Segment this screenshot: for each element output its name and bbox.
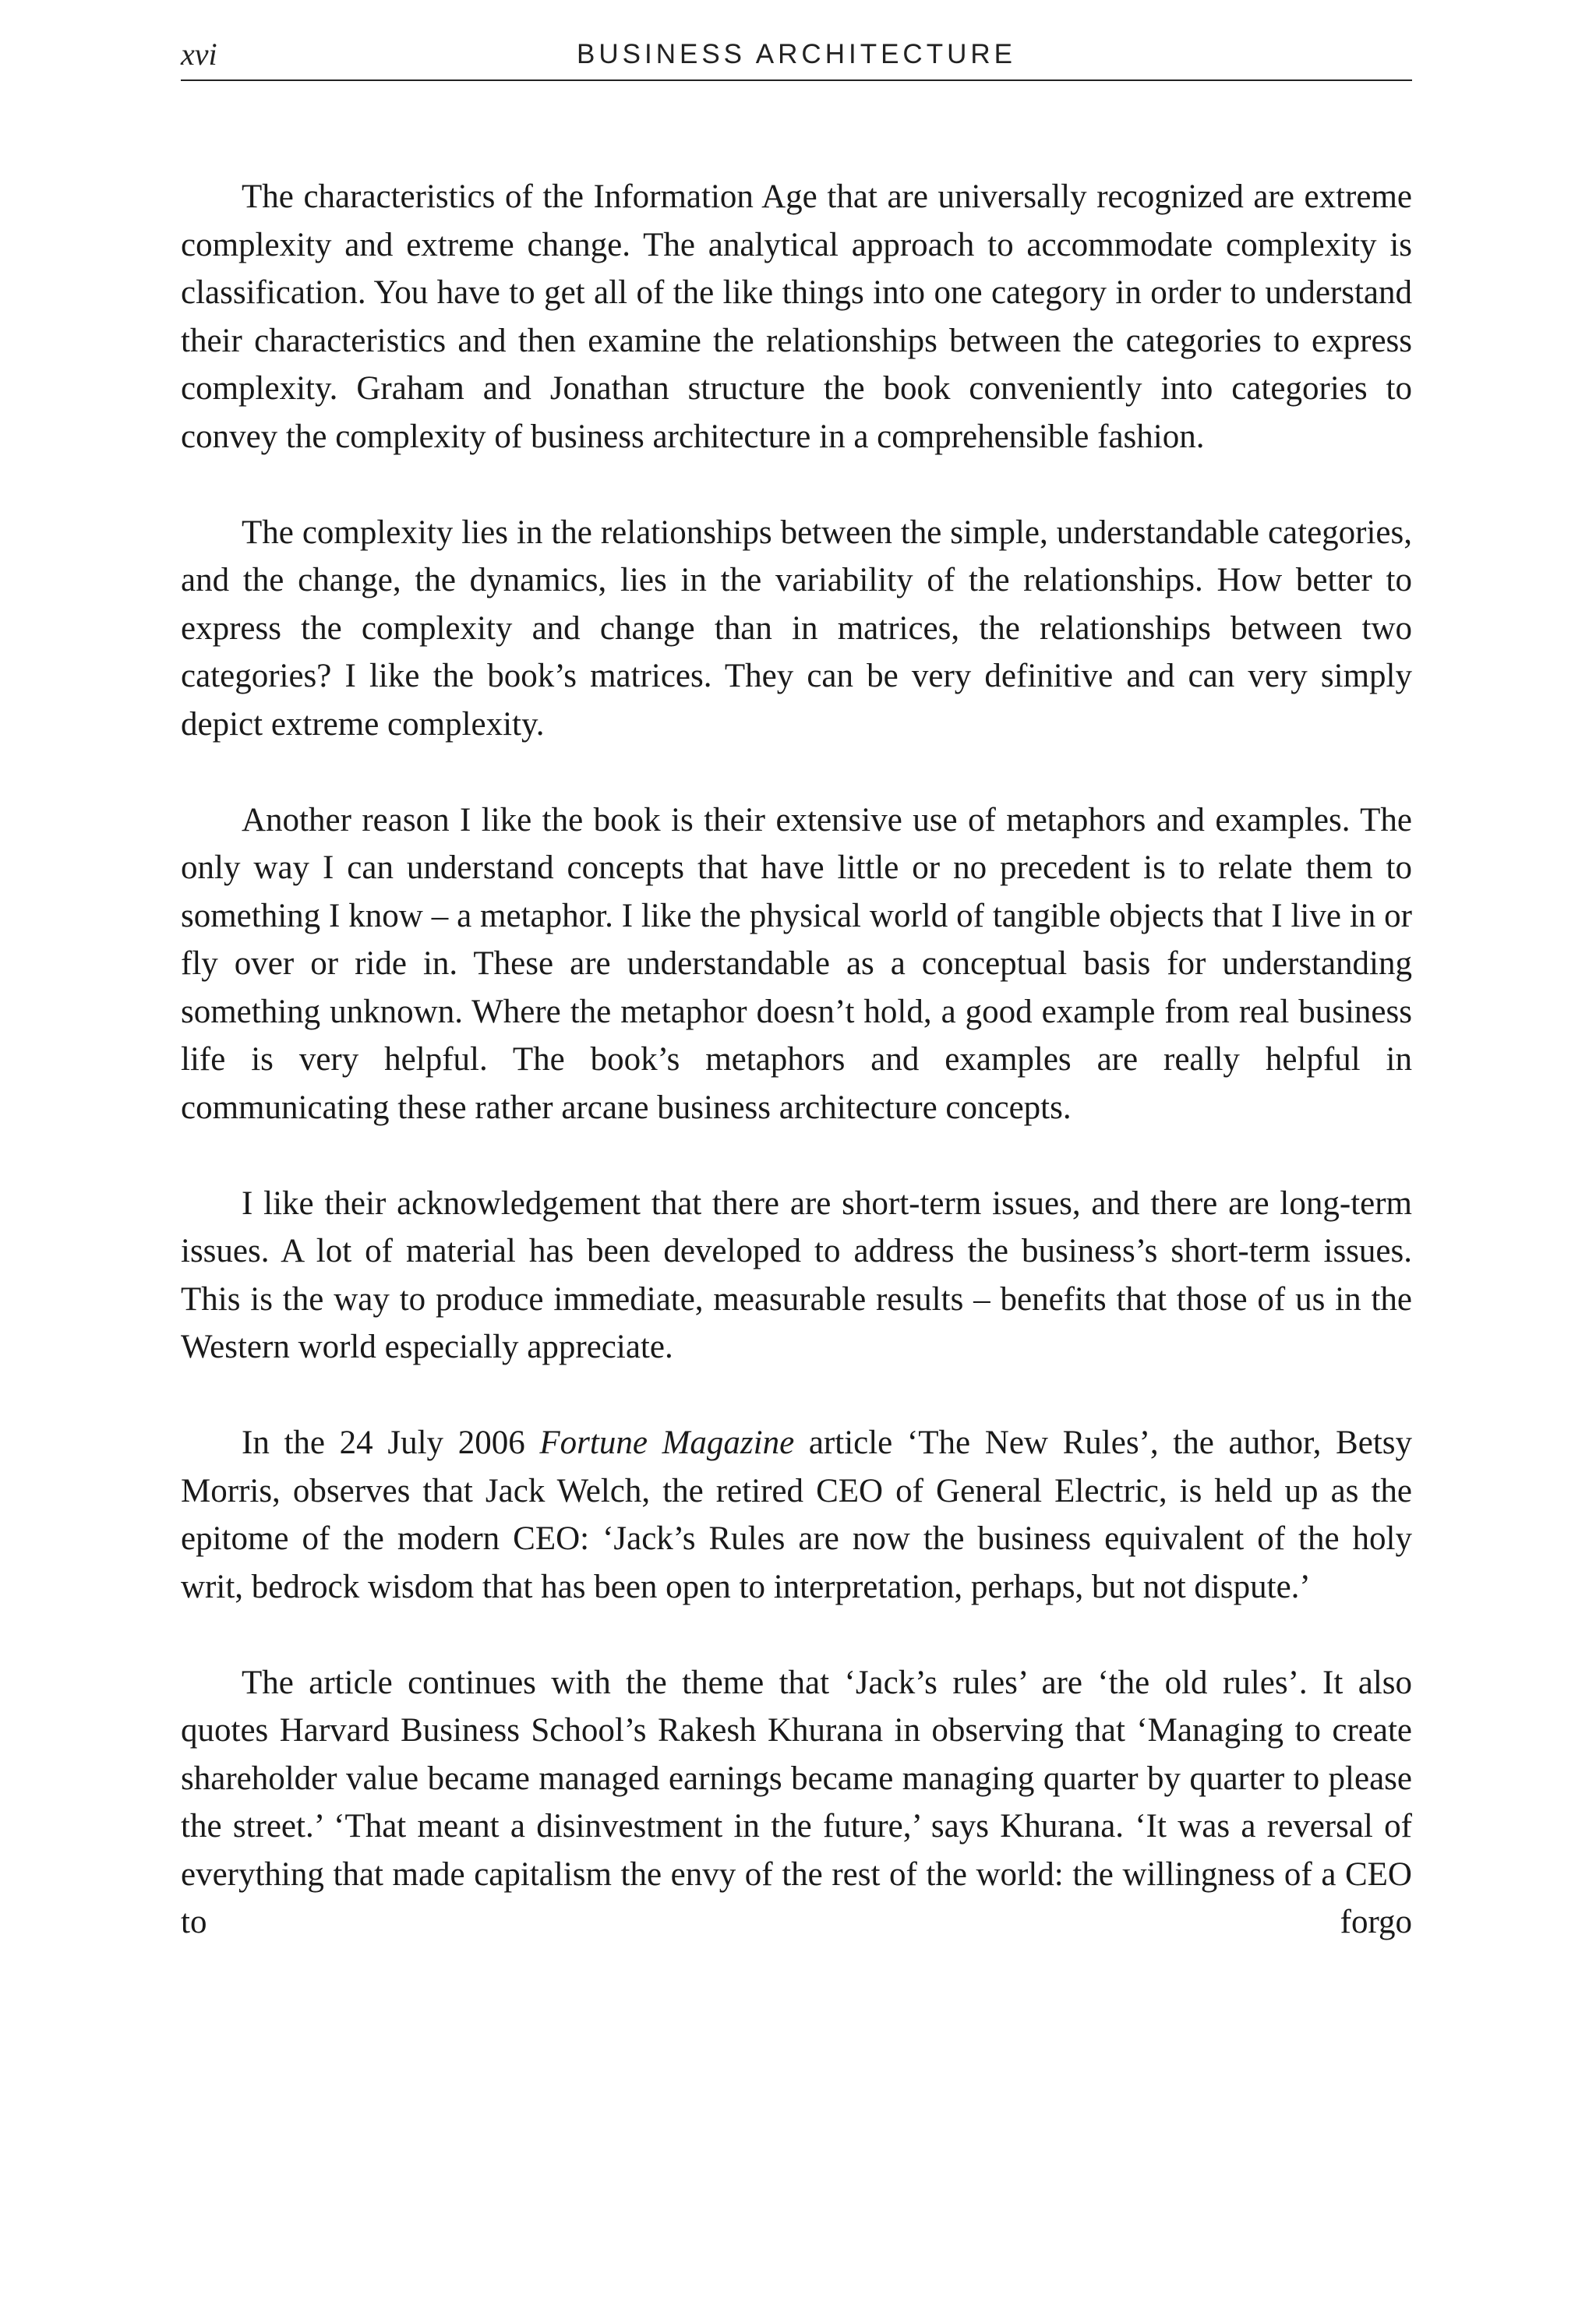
fortune-text-after: article ‘The New Rules’, the author, Betsy Morris, observes that Jack Welch, the retired CEO of General Electric, is held up as the epitome of the modern CEO: ‘Jack’s Rules are now the business equivalent of the holy writ, bedrock wisdom that has been open to interpretation, perhaps, but not dispute.’ (181, 1425, 1412, 1605)
body-text (181, 173, 1412, 1947)
paragraph-information-age: The characteristics of the Information Age that are universally recognized are extreme complexity and extreme change. The analytical approach to accommodate complexity is classification. You have to get all of the like things into one category in order to understand their characteristics and then examine the relationships between the categories to express complexity. Graham and Jonathan structure the book conveniently into categories to convey the complexity of business architecture in a comprehensible fashion. (181, 178, 1412, 455)
page-number: xvi (181, 37, 217, 72)
paragraph-short-long-term: I like their acknowledgement that there are short-term issues, and there are long-term issues. A lot of material has been developed to address the business’s short-term issues. This is the way to produce immediate, measurable results – benefits that those of us in the Western world especially appreciate. (181, 1184, 1412, 1365)
paragraph-complexity-relationships: The complexity lies in the relationships between the simple, understandable categories, and the change, the dynamics, lies in the variability of the relationships. How better to express the complexity and change than in matrices, the relationships between two categories? I like the book’s matrices. They can be very definitive and can very simply depict extreme complexity. (181, 514, 1412, 743)
running-title: BUSINESS ARCHITECTURE (577, 39, 1016, 69)
fortune-text-before: In the 24 July 2006 (242, 1425, 540, 1461)
paragraph-old-rules: The article continues with the theme that ‘Jack’s rules’ are ‘the old rules’. It also quotes Harvard Business School’s Rakesh Khurana in observing that ‘Managing to create shareholder value became managed earnings became managing quarter by quarter to please the street.’ ‘That meant a disinvestment in the future,’ says Khurana. ‘It was a reversal of everything that made capitalism the envy of the rest of the world: the willingness of a CEO to forgo (181, 1664, 1412, 1940)
paragraph-metaphors-examples: Another reason I like the book is their extensive use of metaphors and examples. The only way I can understand concepts that have little or no precedent is to relate them to something I know – a metaphor. I like the physical world of tangible objects that I live in or fly over or ride in. These are understandable as a conceptual basis for understanding something unknown. Where the metaphor doesn’t hold, a good example from real business life is very helpful. The book’s metaphors and examples are really helpful in communicating these rather arcane business architecture concepts. (181, 801, 1412, 1126)
publication-title: Fortune Magazine (539, 1425, 795, 1461)
page-header (181, 33, 1412, 81)
paragraph-fortune-article (181, 1419, 1412, 1611)
